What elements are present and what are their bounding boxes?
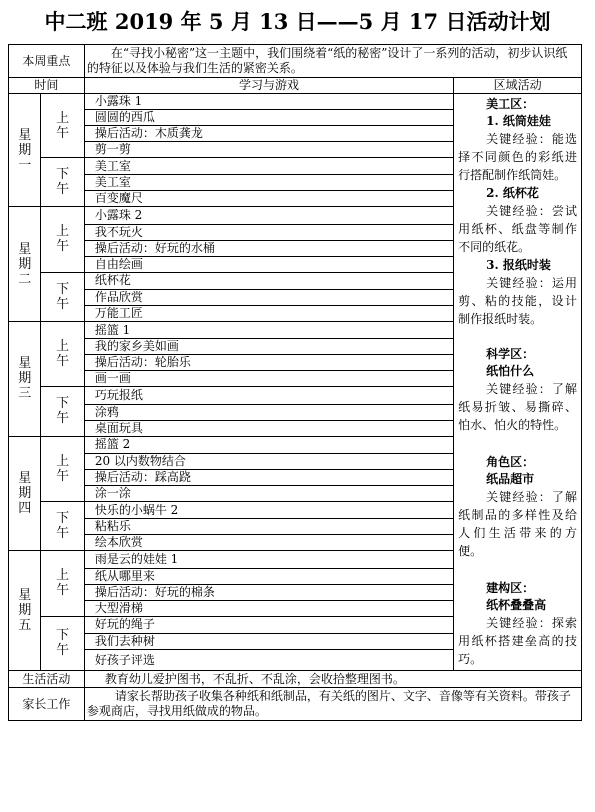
- focus-label: 本周重点: [9, 45, 85, 78]
- activity-item: 涂一涂: [84, 485, 453, 501]
- activity-item: 操后活动：好玩的水桶: [84, 240, 453, 256]
- activity-item: 摇篮 2: [84, 436, 453, 453]
- activity-item: 美工室: [84, 158, 453, 175]
- parents-label: 家长工作: [9, 688, 85, 721]
- activity-item: 美工室: [84, 175, 453, 191]
- header-row: [9, 78, 582, 94]
- day-label-wed: 星 期 三: [9, 321, 41, 436]
- area-build-title: 建构区：: [486, 581, 535, 595]
- area-science-name: 纸怕什么: [486, 364, 535, 378]
- activity-item: 涂鸦: [84, 404, 453, 420]
- focus-row: [9, 45, 582, 78]
- area-art-item-1-name: 1. 纸筒娃娃: [486, 114, 551, 128]
- page-title: 中二班 2019 年 5 月 13 日——5 月 17 日活动计划: [44, 9, 551, 34]
- activity-item: 绘本欣赏: [84, 535, 453, 551]
- activity-item: 桌面玩具: [84, 420, 453, 436]
- area-art-item-2-name: 2. 纸杯花: [486, 186, 539, 200]
- area-science-title: 科学区：: [486, 347, 535, 361]
- activity-item: 作品欣赏: [84, 289, 453, 305]
- area-role-title: 角色区：: [486, 455, 535, 469]
- activity-item: 巧玩报纸: [84, 387, 453, 404]
- area-build-desc: 关键经验：探索用纸杯搭建垒高的技巧。: [458, 616, 577, 666]
- mon-am-row-1: [9, 94, 582, 110]
- area-role-desc: 关键经验：了解纸制品的多样性及给人们生活带来的方便。: [458, 490, 577, 558]
- life-row: [9, 671, 582, 688]
- activity-item: 纸杯花: [84, 272, 453, 289]
- half-pm-fri: 下 午: [41, 616, 84, 670]
- activity-item: 摇篮 1: [84, 321, 453, 338]
- plan-table: [8, 44, 582, 721]
- parents-row: [9, 688, 582, 721]
- day-label-thu: 星 期 四: [9, 436, 41, 551]
- activity-item: 粘粘乐: [84, 519, 453, 535]
- area-art-item-1-desc: 关键经验：能选择不同颜色的彩纸进行搭配制作纸筒娃。: [458, 132, 577, 182]
- area-build-name: 纸杯叠叠高: [486, 598, 547, 612]
- activity-item: 好孩子评选: [84, 650, 453, 671]
- area-art-title: 美工区：: [486, 97, 535, 111]
- half-am-mon: 上 午: [41, 94, 84, 158]
- focus-text: 在“寻找小秘密”这一主题中，我们围绕着“纸的秘密”设计了一系列的活动，初步认识纸的特征以及体验与我们生活的紧密关系。: [84, 45, 581, 78]
- activity-item: 操后活动：好玩的棉条: [84, 584, 453, 600]
- activity-item: 小露珠 1: [84, 94, 453, 110]
- day-label-fri: 星 期 五: [9, 551, 41, 671]
- half-pm-mon: 下 午: [41, 158, 84, 207]
- area-role-name: 纸品超市: [486, 472, 535, 486]
- activity-item: 雨是云的娃娃 1: [84, 551, 453, 568]
- life-label: 生活活动: [9, 671, 85, 688]
- half-am-wed: 上 午: [41, 321, 84, 386]
- activity-item: 纸从哪里来: [84, 568, 453, 584]
- parents-text: 请家长帮助孩子收集各种纸和纸制品，有关纸的图片、文字、音像等有关资料。带孩子参观商店，寻找用纸做成的物品。: [84, 688, 581, 721]
- activity-item: 万能工匠: [84, 305, 453, 321]
- activity-item: 操后活动：踩高跷: [84, 469, 453, 485]
- activity-item: 圆圆的西瓜: [84, 110, 453, 126]
- area-science-desc: 关键经验：了解纸易折皱、易撕碎、怕水、怕火的特性。: [458, 382, 577, 432]
- area-art-item-3-name: 3. 报纸时装: [486, 258, 551, 272]
- header-learn: 学习与游戏: [84, 78, 453, 94]
- half-pm-tue: 下 午: [41, 272, 84, 321]
- area-activities: [454, 94, 582, 671]
- area-art-item-2-desc: 关键经验：尝试用纸杯、纸盘等制作不同的纸花。: [458, 204, 577, 254]
- activity-item: 我的家乡美如画: [84, 339, 453, 355]
- life-text: 教育幼儿爱护图书，不乱折、不乱涂，会收拾整理图书。: [84, 671, 581, 688]
- activity-item: 剪一剪: [84, 142, 453, 158]
- activity-item: 画一画: [84, 371, 453, 387]
- activity-item: 操后活动：木质龚龙: [84, 126, 453, 142]
- activity-item: 快乐的小蜗牛 2: [84, 501, 453, 518]
- activity-item: 20 以内数物结合: [84, 453, 453, 469]
- activity-item: 小露珠 2: [84, 207, 453, 224]
- activity-item: 操后活动：轮胎乐: [84, 355, 453, 371]
- activity-item: 自由绘画: [84, 256, 453, 272]
- header-area: 区域活动: [454, 78, 582, 94]
- day-label-mon: 星 期 一: [9, 94, 41, 207]
- day-label-tue: 星 期 二: [9, 207, 41, 322]
- activity-item: 百变魔尺: [84, 191, 453, 207]
- half-am-fri: 上 午: [41, 551, 84, 616]
- half-am-thu: 上 午: [41, 436, 84, 501]
- activity-item: 我不玩火: [84, 224, 453, 240]
- half-pm-thu: 下 午: [41, 501, 84, 550]
- activity-item: 好玩的绳子: [84, 616, 453, 633]
- area-art-item-3-desc: 关键经验：运用剪、粘的技能，设计制作报纸时装。: [458, 276, 577, 326]
- half-pm-wed: 下 午: [41, 387, 84, 436]
- header-time: 时间: [9, 78, 85, 94]
- activity-item: 我们去种树: [84, 634, 453, 650]
- half-am-tue: 上 午: [41, 207, 84, 272]
- activity-item: 大型滑梯: [84, 600, 453, 616]
